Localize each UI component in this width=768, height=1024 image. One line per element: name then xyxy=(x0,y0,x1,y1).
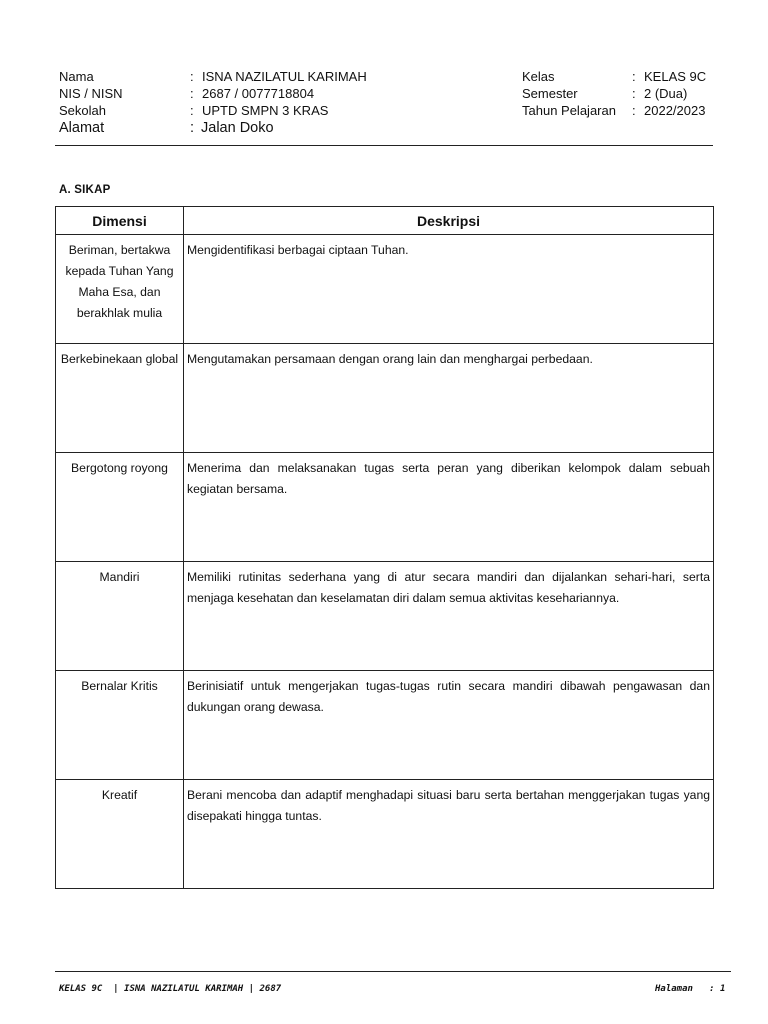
colon: : xyxy=(632,69,636,84)
label-sekolah: Sekolah xyxy=(59,103,106,118)
value-tahun-pelajaran: 2022/2023 xyxy=(644,103,706,118)
label-semester: Semester xyxy=(522,86,578,101)
value-semester: 2 (Dua) xyxy=(644,86,688,101)
colon: : xyxy=(190,103,194,118)
deskripsi-cell: Berinisiatif untuk mengerjakan tugas-tugas rutin secara mandiri dibawah pengawasan dan dukungan orang dewasa. xyxy=(184,671,714,780)
colon: : xyxy=(632,86,636,101)
dimensi-cell: Berkebinekaan global xyxy=(56,344,184,453)
deskripsi-cell: Memiliki rutinitas sederhana yang di atur secara mandiri dan dijalankan sehari-hari, serta menjaga kesehatan dan keselamatan diri dalam semua aktivitas kesehariannya. xyxy=(184,562,714,671)
label-alamat: Alamat xyxy=(59,120,105,136)
table-header-row xyxy=(56,207,714,235)
dimensi-cell: Mandiri xyxy=(56,562,184,671)
colon: : xyxy=(190,69,194,84)
colon: : xyxy=(632,103,636,118)
deskripsi-cell: Menerima dan melaksanakan tugas serta peran yang diberikan kelompok dalam sebuah kegiatan bersama. xyxy=(184,453,714,562)
label-kelas: Kelas xyxy=(522,69,555,84)
label-nis: NIS / NISN xyxy=(59,86,123,101)
deskripsi-cell: Berani mencoba dan adaptif menghadapi situasi baru serta bertahan menggerjakan tugas yang disepakati hingga tuntas. xyxy=(184,780,714,889)
deskripsi-cell: Mengutamakan persamaan dengan orang lain dan menghargai perbedaan. xyxy=(184,344,714,453)
value-alamat: Jalan Doko xyxy=(201,120,274,136)
value-kelas: KELAS 9C xyxy=(644,69,707,84)
value-nama: ISNA NAZILATUL KARIMAH xyxy=(202,69,367,84)
table-row xyxy=(56,562,714,671)
footer-divider xyxy=(55,971,731,972)
table-row xyxy=(56,780,714,889)
value-nis: 2687 / 0077718804 xyxy=(202,86,315,101)
label-tahun-pelajaran: Tahun Pelajaran xyxy=(522,103,616,118)
colon: : xyxy=(190,86,194,101)
section-title: A. SIKAP xyxy=(59,184,111,196)
dimensi-cell: Beriman, bertakwa kepada Tuhan Yang Maha Esa, dan berakhlak mulia xyxy=(56,235,184,344)
label-nama: Nama xyxy=(59,69,94,84)
table-row xyxy=(56,671,714,780)
dimensi-cell: Bergotong royong xyxy=(56,453,184,562)
colon: : xyxy=(190,120,195,136)
deskripsi-cell: Mengidentifikasi berbagai ciptaan Tuhan. xyxy=(184,235,714,344)
dimensi-cell: Bernalar Kritis xyxy=(56,671,184,780)
sikap-table xyxy=(55,206,714,889)
footer-page-number: Halaman : 1 xyxy=(655,984,726,994)
table-row xyxy=(56,235,714,344)
value-sekolah: UPTD SMPN 3 KRAS xyxy=(202,103,329,118)
column-header-dimensi: Dimensi xyxy=(56,207,184,235)
table-row xyxy=(56,344,714,453)
column-header-deskripsi: Deskripsi xyxy=(184,207,714,235)
header-divider xyxy=(55,145,713,146)
dimensi-cell: Kreatif xyxy=(56,780,184,889)
table-row xyxy=(56,453,714,562)
footer-left-text: KELAS 9C | ISNA NAZILATUL KARIMAH | 2687 xyxy=(59,984,282,994)
